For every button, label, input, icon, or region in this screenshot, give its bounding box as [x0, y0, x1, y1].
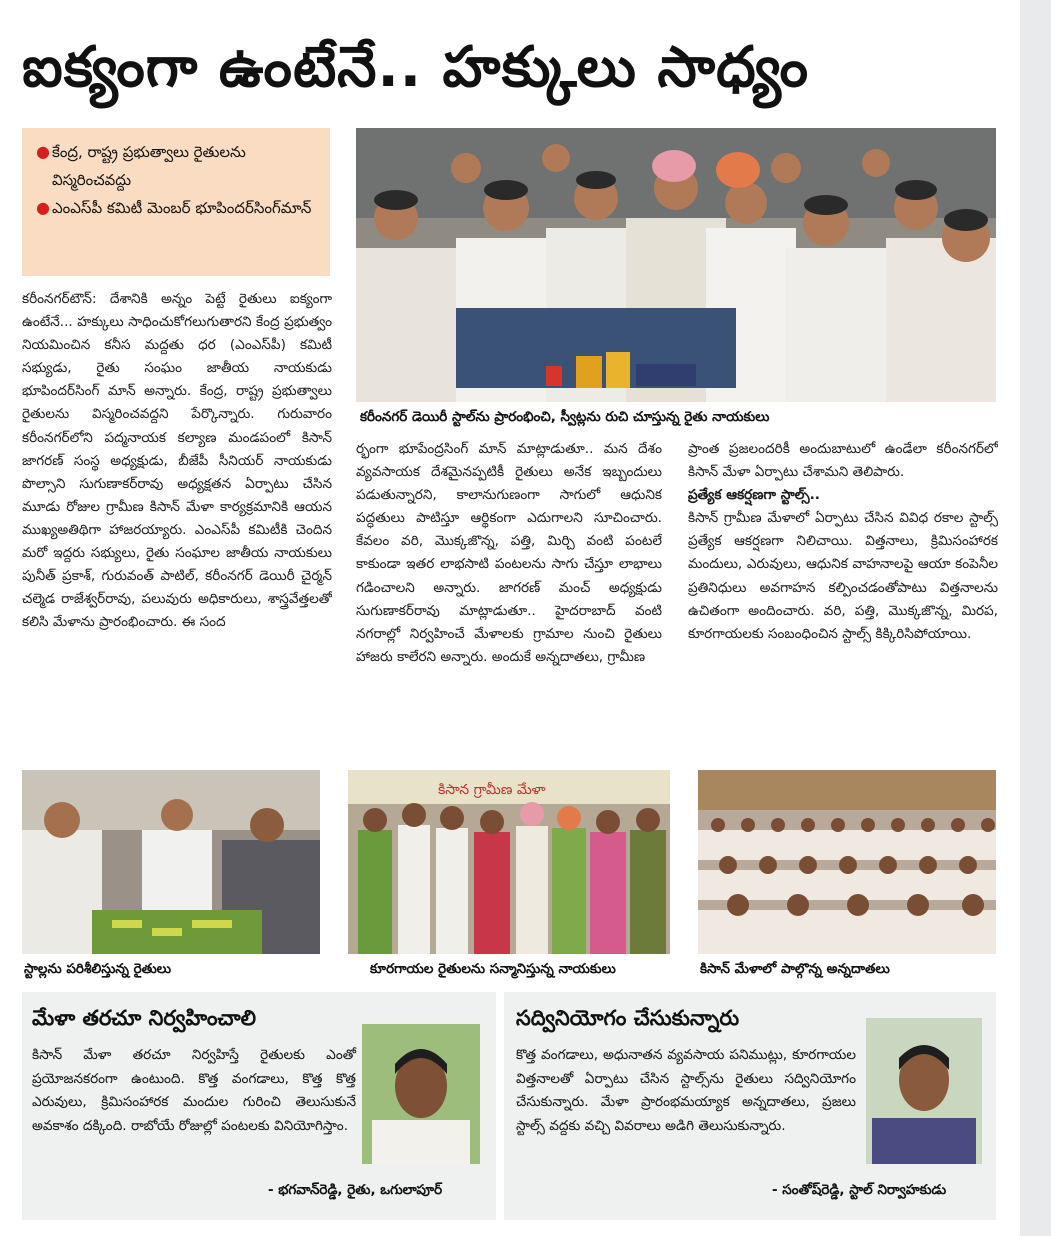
photo-stalls-caption: స్టాల్లను పరిశీలిస్తున్న రైతులు: [24, 961, 172, 977]
column-1-text: కరీంనగర్‌టౌన్: దేశానికి అన్నం పెట్టే రైతులు ఐక్యంగా ఉంటేనే... హక్కులు సాధించుకోగలుగుతారని కేంద్ర ప్రభుత్వం నియమించిన కనీస మద్దతు ధర (ఎంఎస్‌పీ) కమిటీ సభ్యుడు, రైతు సంఘం జాతీయ నాయకుడు భూపిందర్‌సింగ్ మాన్ అన్నారు. కేంద్ర, రాష్ట్ర ప్రభుత్వాలు రైతులను విస్మరించవద్దని పేర్కొన్నారు. గురువారం కరీంనగర్‌లోని పద్మనాయక కల్యాణ మండపంలో కిసాన్ జాగరణ్ సంస్థ అధ్యక్షుడు, బీజేపీ సీనియర్ నాయకుడు పొల్సాని సుగుణాకర్‌రావు అధ్యక్షతన ఏర్పాటు చేసిన మూడు రోజుల గ్రామీణ కిసాన్ మేళా కార్యక్రమానికి ఆయన ముఖ్యఅతిథిగా హాజరయ్యారు. ఎంఎస్‌పీ కమిటీకి చెందిన మరో ఇద్దరు సభ్యులు, రైతు సంఘాల జాతీయ నాయకులు పునీత్ ప్రకాశ్, గురువంత్ పాటిల్, కరీంనగర్ డెయిరీ చైర్మన్ చల్మెడ రాజేశ్వర్‌రావు, పలువురు అధికారులు, శాస్త్రవేత్తలతో కలిసి మేళాను ప్రారంభించారు. ఈ సంద: [22, 291, 332, 631]
highlight-text: ఎంఎస్‌పీ కమిటీ మెంబర్ భూపిందర్‌సింగ్‌మాన్: [52, 199, 312, 217]
quote-box-2: [504, 992, 996, 1220]
column-2-text: ర్భంగా భూపేంద్రసింగ్ మాన్ మాట్లాడుతూ.. మన దేశం వ్యవసాయక దేశమైనప్పటికీ రైతులు అనేక ఇబ్బందులు పడుతున్నారని, కాలానుగుణంగా సాగులో ఆధునిక పద్ధతులు పాటిస్తూ ఆర్థికంగా ఎదుగాలని సూచించారు. కేవలం వరి, మొక్కజొన్న, పత్తి, మిర్చి వంటి పంటలే కాకుండా ఇతర లాభసాటి పంటలను సాగు చేస్తూ లాభాలు గడించాలని అన్నారు. జాగరణ్ మంచ్ అధ్యక్షుడు సుగుణాకర్‌రావు మాట్లాడుతూ.. హైదరాబాద్ వంటి నగరాల్లో నిర్వహించే మేళాలకు గ్రామాల నుంచి రైతులు హాజరు కాలేరని అన్నారు. అందుకే అన్నదాతలు, గ్రామీణ: [356, 441, 662, 665]
highlight-text: కేంద్ర, రాష్ట్ర ప్రభుత్వాలు రైతులను విస్మరించవద్దు: [52, 143, 246, 189]
photo-gathering-caption: కిసాన్ మేళాలో పాల్గొన్న అన్నదాతలు: [700, 961, 890, 977]
highlights-box: [22, 128, 330, 276]
portrait-santoshreddy: [866, 1018, 982, 1164]
quote-box-1-text: కిసాన్ మేళా తరచూ నిర్వహిస్తే రైతులకు ఎంతో ప్రయోజనకరంగా ఉంటుంది. కొత్త వంగడాలు, కొత్త కొత్త ఎరువులు, క్రిమిసంహారక మందుల గురించి తెలుసుకునే అవకాశం దక్కింది. రాబోయే రోజుల్లో పంటలకు వినియోగిస్తాం.: [32, 1047, 356, 1134]
photo-felicitation-caption: కూరగాయల రైతులను సన్మానిస్తున్న నాయకులు: [370, 961, 616, 977]
quote-box-2-text: కొత్త వంగడాలు, అధునాతన వ్యవసాయ పనిముట్లు, కూరగాయల విత్తనాలతో ఏర్పాటు చేసిన స్టాల్స్‌ను రైతులు సద్వినియోగం చేసుకున్నారు. మేళా ప్రారంభమయ్యాక అన్నదాతలు, ప్రజలు స్టాల్స్ వద్దకు వచ్చి వివరాలు అడిగి తెలుసుకున్నారు.: [516, 1047, 856, 1134]
quote-box-1-signature: - భగవాన్‌రెడ్డి, రైతు, ఒగులాపూర్: [268, 1182, 443, 1198]
column-3-body: కిసాన్ గ్రామీణ మేళాలో ఏర్పాటు చేసిన వివిధ రకాల స్టాల్స్ ప్రత్యేక ఆకర్షణగా నిలిచాయి. విత్తనాలు, క్రిమిసంహారక మందులు, ఎరువులు, ఆధునిక వాహనాలపై ఆయా కంపెనీల ప్రతినిధులు అవగాహన కల్పించడంతోపాటు విత్తనాలను ఉచితంగా అందించారు. వరి, పత్తి, మొక్కజొన్న, మిరప, కూరగాయలకు సంబంధించిన స్టాల్స్ కిక్కిరిసిపోయాయి.: [688, 510, 998, 642]
quote-box-1: [22, 992, 496, 1220]
article-column-3: [688, 438, 998, 748]
banner-text: కిసాన గ్రామీణ మేళా: [438, 782, 546, 798]
article-column-1: [22, 288, 332, 748]
column-3-subheading: ప్రత్యేక ఆకర్షణగా స్టాల్స్..: [688, 487, 820, 504]
portrait-bhagavanreddy: [362, 1024, 480, 1164]
page-edge-strip: [1020, 0, 1051, 1236]
photo-stalls: [22, 770, 320, 954]
main-photo: [356, 128, 996, 402]
highlight-item: [36, 138, 320, 194]
quote-box-2-signature: - సంతోష్‌రెడ్డి, స్టాల్ నిర్వాహకుడు: [772, 1182, 947, 1198]
photo-gathering: [698, 770, 996, 954]
article-column-2: [356, 438, 662, 748]
bullet-icon: ●: [36, 142, 50, 161]
highlight-item: [36, 194, 320, 222]
bullet-icon: ●: [36, 198, 50, 217]
headline: ఐక్యంగా ఉంటేనే.. హక్కులు సాధ్యం: [22, 35, 810, 100]
main-photo-caption: కరీంనగర్ డెయిరీ స్టాల్‌ను ప్రారంభించి, స్వీట్లను రుచి చూస్తున్న రైతు నాయకులు: [360, 409, 770, 425]
quote-box-1-title: మేళా తరచూ నిర్వహించాలి: [32, 1006, 257, 1030]
column-3-intro: ప్రాంత ప్రజలందరికీ అందుబాటులో ఉండేలా కరీంనగర్‌లో కిసాన్ మేళా ఏర్పాటు చేశామని తెలిపారు.: [688, 441, 998, 481]
photo-felicitation: [348, 770, 670, 954]
quote-box-2-title: సద్వినియోగం చేసుకున్నారు: [516, 1006, 740, 1030]
